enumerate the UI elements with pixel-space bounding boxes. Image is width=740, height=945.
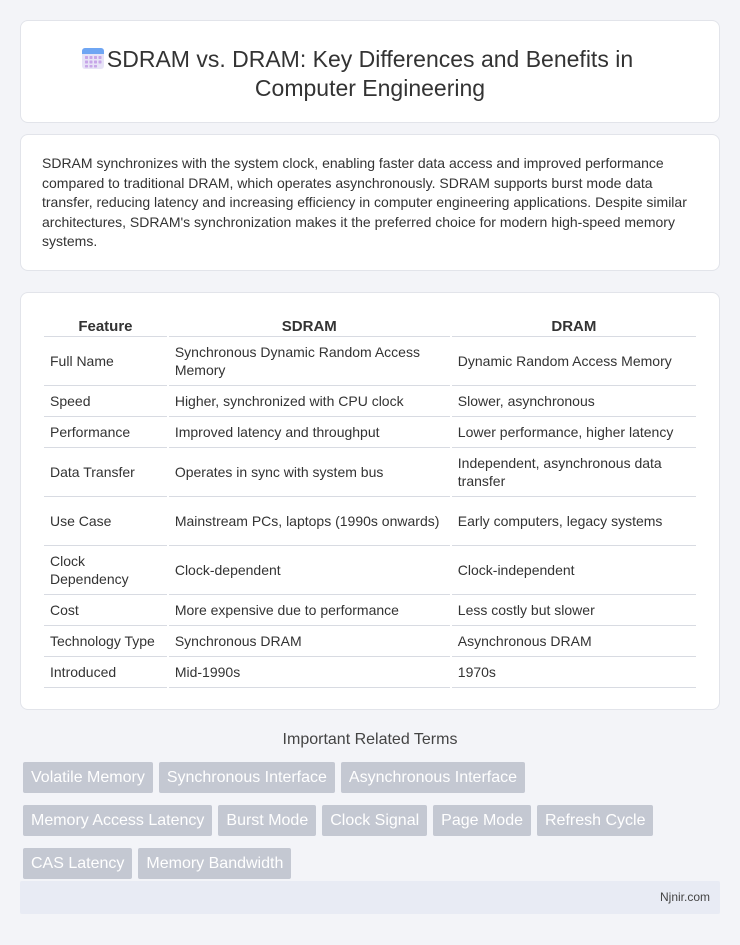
table-row xyxy=(44,595,696,626)
cell-feature: Technology Type xyxy=(44,626,167,657)
table-row xyxy=(44,337,696,386)
table-row xyxy=(44,626,696,657)
summary-card xyxy=(20,134,720,271)
cell-feature: Performance xyxy=(44,417,167,448)
footer-credit: Njnir.com xyxy=(659,890,710,904)
title-card xyxy=(20,20,720,123)
cell-feature: Introduced xyxy=(44,657,167,688)
cell-sdram: More expensive due to performance xyxy=(169,595,450,626)
cell-sdram: Higher, synchronized with CPU clock xyxy=(169,386,450,417)
cell-dram: Less costly but slower xyxy=(452,595,696,626)
cell-dram: Slower, asynchronous xyxy=(452,386,696,417)
cell-dram: Lower performance, higher latency xyxy=(452,417,696,448)
table-row xyxy=(44,417,696,448)
related-term-tag[interactable]: CAS Latency xyxy=(23,848,132,879)
cell-dram: Independent, asynchronous data transfer xyxy=(452,448,696,497)
cell-feature: Use Case xyxy=(44,497,167,546)
cell-feature: Cost xyxy=(44,595,167,626)
table-row xyxy=(44,657,696,688)
cell-feature: Full Name xyxy=(44,337,167,386)
cell-dram: Asynchronous DRAM xyxy=(452,626,696,657)
comparison-table-card xyxy=(20,292,720,710)
cell-sdram: Improved latency and throughput xyxy=(169,417,450,448)
table-row xyxy=(44,386,696,417)
related-term-tag[interactable]: Memory Bandwidth xyxy=(138,848,291,879)
related-term-tag[interactable]: Refresh Cycle xyxy=(537,805,653,836)
page-title: SDRAM vs. DRAM: Key Differences and Benefits in Computer Engineering xyxy=(106,46,634,101)
related-term-tag[interactable]: Page Mode xyxy=(433,805,531,836)
related-term-tag[interactable]: Memory Access Latency xyxy=(23,805,212,836)
cell-sdram: Synchronous DRAM xyxy=(169,626,450,657)
summary-text: SDRAM synchronizes with the system clock, enabling faster data access and improved performance compared to traditional DRAM, which operates asynchronously. SDRAM supports burst mode data transfer, reducing latency and increasing efficiency in computer engineering applications. Despite similar architectures, SDRAM's synchronization makes it the preferred choice for modern high-speed memory systems. xyxy=(42,155,687,249)
cell-sdram: Clock-dependent xyxy=(169,546,450,595)
related-term-tag[interactable]: Synchronous Interface xyxy=(159,762,335,793)
header-sdram: SDRAM xyxy=(169,315,450,337)
footer xyxy=(20,881,720,914)
cell-feature: Data Transfer xyxy=(44,448,167,497)
cell-sdram: Mid-1990s xyxy=(169,657,450,688)
related-term-tag[interactable]: Burst Mode xyxy=(218,805,316,836)
cell-sdram: Operates in sync with system bus xyxy=(169,448,450,497)
header-dram: DRAM xyxy=(452,315,696,337)
related-terms-title: Important Related Terms xyxy=(282,731,458,748)
cell-dram: Dynamic Random Access Memory xyxy=(452,337,696,386)
table-row xyxy=(44,497,696,546)
cell-sdram: Synchronous Dynamic Random Access Memory xyxy=(169,337,450,386)
related-term-tag[interactable]: Clock Signal xyxy=(322,805,427,836)
cell-feature: Clock Dependency xyxy=(44,546,167,595)
related-term-tag[interactable]: Asynchronous Interface xyxy=(341,762,525,793)
table-row xyxy=(44,448,696,497)
cell-sdram: Mainstream PCs, laptops (1990s onwards) xyxy=(169,497,450,546)
cell-dram: Early computers, legacy systems xyxy=(452,497,696,546)
cell-dram: Clock-independent xyxy=(452,546,696,595)
comparison-table xyxy=(42,315,698,688)
related-terms-list xyxy=(23,762,703,879)
table-header-row xyxy=(44,315,696,337)
cell-feature: Speed xyxy=(44,386,167,417)
table-row xyxy=(44,546,696,595)
related-term-tag[interactable]: Volatile Memory xyxy=(23,762,153,793)
header-feature: Feature xyxy=(44,315,167,337)
cell-dram: 1970s xyxy=(452,657,696,688)
